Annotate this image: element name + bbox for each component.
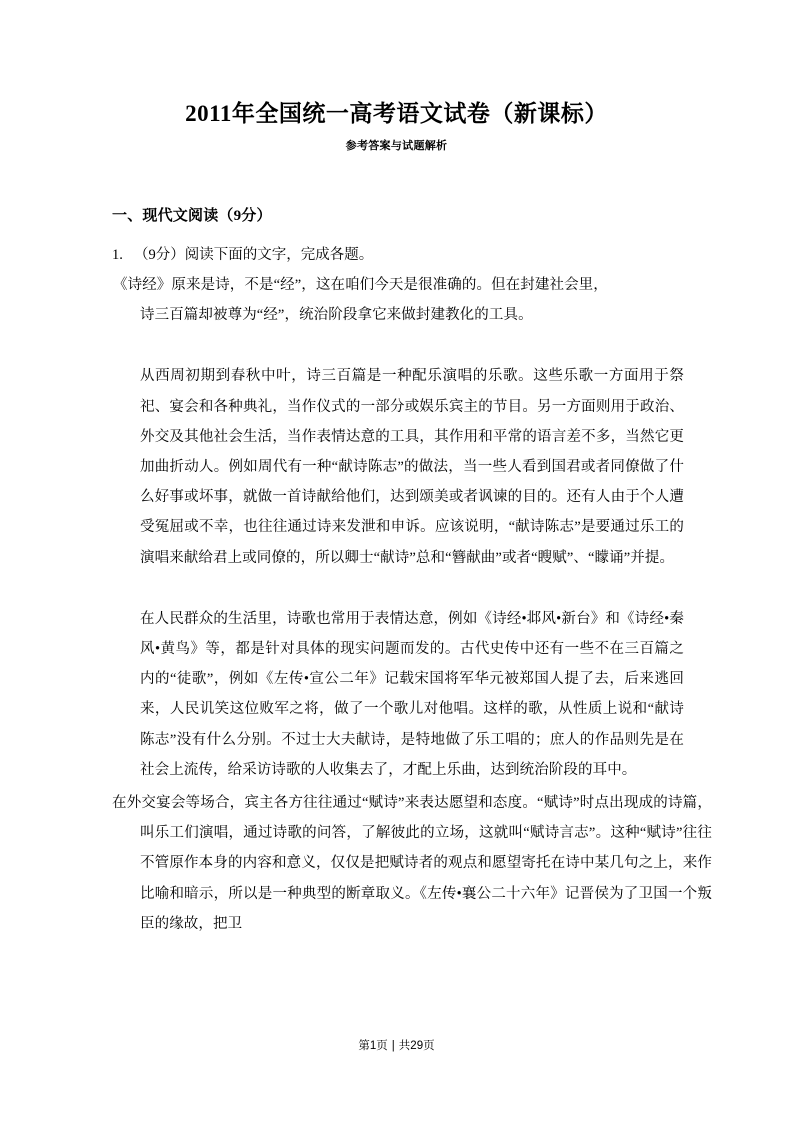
question-prompt-text: （9分）阅读下面的文字，完成各题。 [134,247,374,263]
page-footer [0,1038,793,1054]
paragraph-gap [112,573,684,604]
footer-separator: | [391,1040,395,1052]
question-lead-line-2: 诗三百篇却被尊为“经”，统治阶段拿它来做封建教化的工具。 [140,307,533,324]
question-number: 1. [112,247,123,263]
section-heading: 一、现代文阅读（9分） [112,208,272,224]
page-title: 2011年全国统一高考语文试卷（新课标） [185,101,608,126]
paragraph-gap [112,330,684,361]
page-subtitle: 参考答案与试题解析 [345,140,448,152]
document-content [112,204,712,939]
passage-paragraph-3: 在外交宴会等场合，宾主各方往往通过“赋诗”来表达愿望和态度。“赋诗”时点出现成的诗篇，叫乐工们演唱，通过诗歌的问答，了解彼此的立场，这就叫“赋诗言志”。这种“赋诗”往往不管原作本身的内容和意义，仅仅是把赋诗者的观点和愿望寄托在诗中某几句之上，来作比喻和暗示，所以是一种典型的断章取义。《左传•襄公二十六年》记晋侯为了卫国一个叛臣的缘故，把卫 [112,795,712,932]
footer-total-pages: 共29页 [398,1040,435,1052]
passage-paragraph-1: 从西周初期到春秋中叶，诗三百篇是一种配乐演唱的乐歌。这些乐歌一方面用于祭祀、宴会和各种典礼，当作仪式的一部分或娱乐宾主的节目。另一方面则用于政治、外交及其他社会生活，当作表情达意的工具，其作用和平常的语言差不多，当然它更加曲折动人。例如周代有一种“献诗陈志”的做法，当一些人看到国君或者同僚做了什么好事或坏事，就做一首诗献给他们，达到颂美或者讽谏的目的。还有人由于个人遭受冤屈或不幸，也往往通过诗来发泄和申诉。应该说明，“献诗陈志”是要通过乐工的演唱来献给君上或同僚的，所以卿士“献诗”总和“簪献曲”或者“瞍赋”、“矇诵”并提。 [140,368,684,566]
question-prompt-line [112,240,684,270]
passage-paragraph-2: 在人民群众的生活里，诗歌也常用于表情达意，例如《诗经•邶风•新台》和《诗经•秦风•黄鸟》等，都是针对具体的现实问题而发的。古代史传中还有一些不在三百篇之内的“徒歌”，例如《左传•宣公二年》记载宋国将军华元被郑国人提了去，后来逃回来，人民讥笑这位败军之将，做了一个歌儿对他唱。这样的歌，从性质上说和“献诗陈志”没有什么分别。不过士大夫献诗，是特地做了乐工唱的；庶人的作品则先是在社会上流传，给采访诗歌的人收集去了，才配上乐曲，达到统治阶段的耳中。 [140,610,684,778]
footer-current-page: 第1页 [358,1040,388,1052]
question-lead-line-1: 《诗经》原来是诗，不是“经”，这在咱们今天是很准确的。但在封建社会里， [113,277,608,293]
